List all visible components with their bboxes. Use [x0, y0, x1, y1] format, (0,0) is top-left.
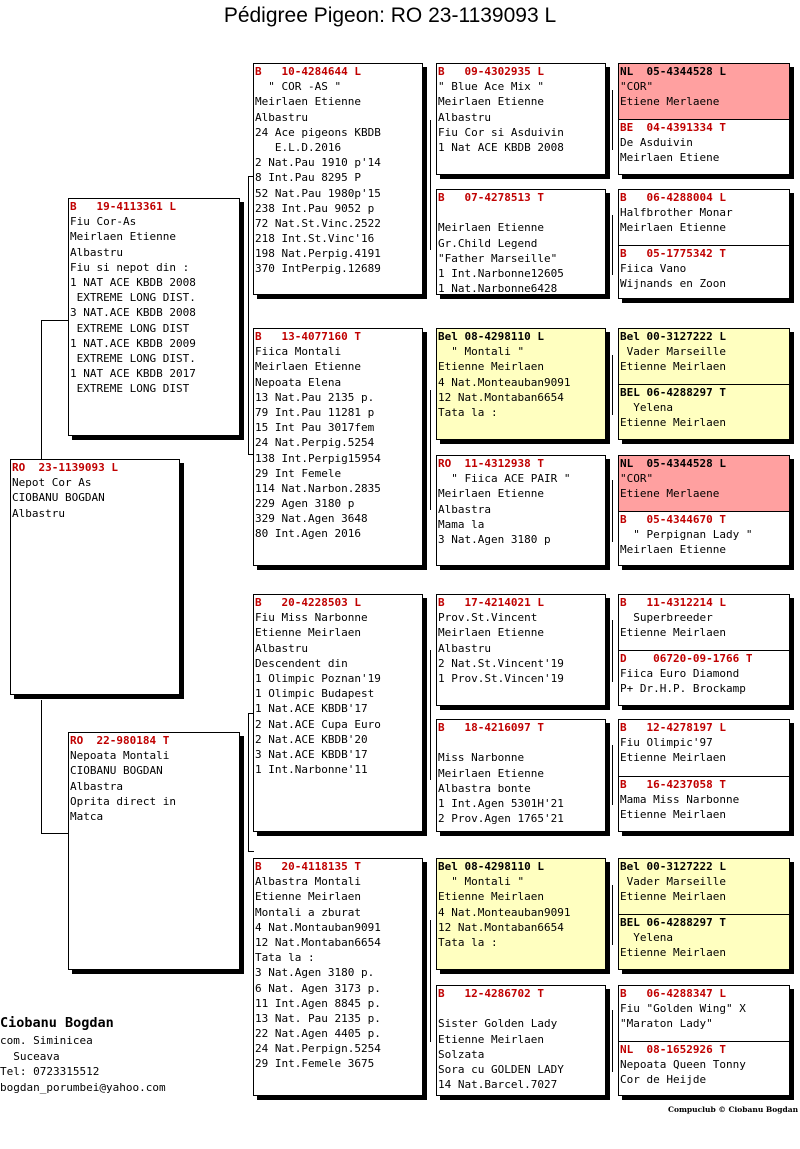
text-line: Etienne Meirlaen [620, 416, 726, 430]
text-line: Etienne Meirlaen [255, 890, 361, 904]
text-line: EXTREME LONG DIST [70, 382, 190, 396]
pedigree-box-g5-upper [619, 986, 789, 1041]
text-line: Fiu Cor-As [70, 215, 137, 229]
text-line: Yelena [620, 931, 673, 945]
text-line: 1 Nat.ACE KBDB'17 [255, 702, 368, 716]
connector-line [248, 713, 249, 851]
pedigree-box-dsd [436, 719, 606, 832]
text-line: Halfbrother Monar [620, 206, 733, 220]
text-line: Etienne Meirlaen [255, 626, 361, 640]
text-line: 2 Prov.Agen 1765'21 [438, 812, 564, 826]
text-line: 4 Nat.Monteauban9091 [438, 905, 571, 919]
owner-phone: Tel: 0723315512 [0, 1065, 100, 1078]
text-line: Matca [70, 809, 104, 823]
text-line: CIOBANU BOGDAN [12, 491, 105, 505]
text-line: Albastru [255, 110, 308, 124]
text-line: Meirlaen Etienne [438, 626, 544, 640]
connector-line [612, 620, 613, 682]
pedigree-box-g5-pair [618, 189, 790, 299]
text-line: Sister Golden Lady [438, 1017, 558, 1031]
text-line: 138 Int.Perpig15954 [255, 451, 381, 465]
text-line: Etienne Meirlaen [620, 360, 726, 374]
text-line: 3 Nat.Agen 3180 p [438, 532, 551, 546]
pedigree-box-g5-upper [619, 190, 789, 245]
pedigree-box-dam [68, 732, 240, 970]
text-line: Nepot Cor As [12, 476, 92, 490]
text-line: 2 Nat.ACE KBDB'20 [255, 732, 368, 746]
text-line: Nepoata Queen Tonny [620, 1058, 746, 1072]
text-line: 1 Olimpic Poznan'19 [255, 671, 381, 685]
pedigree-box-sds [436, 328, 606, 440]
text-line: 72 Nat.St.Vinc.2522 [255, 216, 381, 230]
text-line: Etienne Meirlaen [620, 808, 726, 822]
pedigree-box-g5-upper [619, 64, 789, 119]
text-line: 6 Nat. Agen 3173 p. [255, 981, 381, 995]
pedigree-box-g5-lower [619, 1041, 789, 1096]
text-line: Mama Miss Narbonne [620, 793, 740, 807]
pedigree-box-g5-lower [619, 914, 789, 970]
footer-credit: Compuclub © Ciobanu Bogdan [668, 1105, 799, 1114]
connector-line [430, 120, 431, 250]
pedigree-box-sire [68, 198, 240, 436]
ring-number: B 13-4077160 T [255, 330, 361, 343]
ring-number: Bel 00-3127222 L [620, 330, 726, 343]
text-line: Etienne Meirlaen [620, 751, 726, 765]
text-line: Gr.Child Legend [438, 236, 538, 250]
ring-number: B 06-4288004 L [620, 191, 726, 204]
ring-number: B 18-4216097 T [438, 721, 544, 734]
text-line: " Blue Ace Mix " [438, 80, 544, 94]
ring-number: NL 05-4344528 L [620, 457, 726, 470]
text-line: Montali a zburat [255, 905, 361, 919]
text-line: 1 Nat ACE KBDB 2008 [438, 140, 564, 154]
text-line: Meirlaen Etienne [438, 221, 544, 235]
text-line [437, 735, 605, 750]
text-line: EXTREME LONG DIST. [70, 351, 196, 365]
pedigree-box-g5-pair [618, 328, 790, 440]
text-line: Mama la [438, 517, 485, 531]
pedigree-box-g5-pair [618, 455, 790, 566]
pedigree-box-ssd [436, 189, 606, 295]
text-line: 1 NAT ACE KBDB 2017 [70, 367, 196, 381]
text-line: 1 Int.Narbonne'11 [255, 763, 368, 777]
text-line: 12 Nat.Montaban6654 [255, 935, 381, 949]
text-line: Etienne Meirlaen [438, 1032, 544, 1046]
text-line: Etienne Meirlaen [620, 946, 726, 960]
connector-line [430, 920, 431, 1042]
text-line: 12 Nat.Montaban6654 [438, 920, 564, 934]
pedigree-box-g5-lower [619, 119, 789, 175]
ring-number: B 20-4228503 L [255, 596, 361, 609]
pedigree-box-g5-lower [619, 245, 789, 299]
text-line: 1 Olimpic Budapest [255, 687, 375, 701]
pedigree-box-g5-upper [619, 859, 789, 914]
text-line: 238 Int.Pau 9052 p [255, 201, 375, 215]
text-line: Fiica Montali [255, 345, 342, 359]
text-line: Nepoata Montali [70, 749, 170, 763]
text-line: 1 NAT ACE KBDB 2008 [70, 275, 196, 289]
text-line: De Asduivin [620, 136, 693, 150]
ring-number: B 12-4278197 L [620, 721, 726, 734]
text-line: 2 Nat.Pau 1910 p'14 [255, 156, 381, 170]
text-line: 13 Nat. Pau 2135 p. [255, 1011, 381, 1025]
pedigree-box-dd [253, 858, 423, 1096]
text-line: 229 Agen 3180 p [255, 497, 355, 511]
text-line: 3 NAT.ACE KBDB 2008 [70, 306, 196, 320]
pedigree-box-g5-upper [619, 329, 789, 384]
text-line: 24 Ace pigeons KBDB [255, 125, 381, 139]
owner-address-line: Suceava [0, 1049, 60, 1063]
text-line: Fiica Vano [620, 262, 687, 276]
connector-line [41, 320, 42, 460]
ring-number: B 19-4113361 L [70, 200, 176, 213]
ring-number: Bel 08-4298110 L [438, 330, 544, 343]
ring-number: B 06-4288347 L [620, 987, 726, 1000]
text-line: 370 IntPerpig.12689 [255, 262, 381, 276]
text-line: Meirlaen Etienne [438, 487, 544, 501]
pedigree-box-g5-pair [618, 594, 790, 706]
ring-number: B 12-4286702 T [438, 987, 544, 1000]
text-line: EXTREME LONG DIST. [70, 291, 196, 305]
ring-number: B 09-4302935 L [438, 65, 544, 78]
pedigree-box-subject [10, 459, 180, 695]
text-line: Meirlaen Etiene [620, 151, 720, 165]
text-line: Tata la : [255, 951, 315, 965]
pedigree-box-dss [436, 594, 606, 706]
text-line: 11 Int.Agen 8845 p. [255, 996, 381, 1010]
text-line: 198 Nat.Perpig.4191 [255, 247, 381, 261]
pedigree-box-g5-upper [619, 595, 789, 650]
pedigree-box-sss [436, 63, 606, 175]
text-line: Etienne Meirlaen [438, 890, 544, 904]
pedigree-box-ddd [436, 985, 606, 1096]
text-line: Etiene Merlaene [620, 487, 720, 501]
text-line: EXTREME LONG DIST [70, 321, 190, 335]
text-line: 4 Nat.Monteauban9091 [438, 375, 571, 389]
text-line: 1 Nat.Narbonne6428 [438, 282, 558, 295]
pedigree-box-g5-upper [619, 720, 789, 776]
pedigree-box-g5-lower [619, 650, 789, 706]
owner-address-line: com. Siminicea [0, 1034, 93, 1047]
text-line: 22 Nat.Agen 4405 p. [255, 1027, 381, 1041]
text-line: "Father Marseille" [438, 251, 558, 265]
text-line: Wijnands en Zoon [620, 277, 726, 291]
ring-number: Bel 00-3127222 L [620, 860, 726, 873]
text-line: Etienne Meirlaen [620, 890, 726, 904]
text-line: Albastru [70, 245, 123, 259]
pedigree-box-g5-lower [619, 511, 789, 566]
text-line: Meirlaen Etienne [70, 230, 176, 244]
text-line: Miss Narbonne [438, 751, 525, 765]
ring-number: BEL 06-4288297 T [620, 386, 726, 399]
text-line: Etienne Meirlaen [438, 360, 544, 374]
text-line: 329 Nat.Agen 3648 [255, 512, 368, 526]
pedigree-box-g5-upper [619, 456, 789, 511]
text-line: Meirlaen Etienne [620, 543, 726, 557]
text-line: Solzata [438, 1047, 485, 1061]
pedigree-box-ss [253, 63, 423, 295]
text-line: Fiu Cor si Asduivin [438, 125, 564, 139]
pedigree-box-ds [253, 594, 423, 832]
text-line: " Fiica ACE PAIR " [438, 472, 571, 486]
ring-number: NL 08-1652926 T [620, 1043, 726, 1056]
pedigree-box-sdd [436, 455, 606, 566]
text-line: Albastra Montali [255, 875, 361, 889]
text-line: " Montali " [438, 875, 525, 889]
connector-line [612, 745, 613, 805]
text-line: Albastru [12, 506, 65, 520]
text-line: Vader Marseille [620, 875, 726, 889]
text-line: P+ Dr.H.P. Brockamp [620, 682, 746, 696]
ring-number: B 10-4284644 L [255, 65, 361, 78]
text-line: "COR" [620, 472, 654, 486]
text-line: 3 Nat.Agen 3180 p. [255, 966, 375, 980]
text-line: Etiene Merlaene [620, 95, 720, 109]
text-line: Descendent din [255, 656, 348, 670]
text-line: Etienne Meirlaen [620, 626, 726, 640]
text-line: Prov.St.Vincent [438, 611, 538, 625]
text-line: 80 Int.Agen 2016 [255, 527, 361, 541]
ring-number: B 20-4118135 T [255, 860, 361, 873]
ring-number: RO 23-1139093 L [12, 461, 118, 474]
connector-line [430, 650, 431, 780]
connector-line [612, 90, 613, 150]
text-line: CIOBANU BOGDAN [70, 764, 163, 778]
ring-number: D 06720-09-1766 T [620, 652, 753, 665]
text-line: Meirlaen Etienne [255, 95, 361, 109]
text-line: Meirlaen Etienne [255, 360, 361, 374]
text-line: 24 Nat.Perpig.5254 [255, 436, 375, 450]
text-line: " COR -AS " [255, 80, 342, 94]
text-line: Albastru [255, 641, 308, 655]
ring-number: B 17-4214021 L [438, 596, 544, 609]
ring-number: RO 22-980184 T [70, 734, 170, 747]
text-line: 1 Int.Agen 5301H'21 [438, 796, 564, 810]
text-line: Tata la : [438, 935, 498, 949]
text-line: 2 Nat.ACE Cupa Euro [255, 717, 381, 731]
pedigree-box-g5-pair [618, 63, 790, 175]
owner-name: Ciobanu Bogdan [0, 1015, 114, 1031]
text-line: Tata la : [438, 405, 498, 419]
text-line: Nepoata Elena [255, 375, 342, 389]
ring-number: B 16-4237058 T [620, 778, 726, 791]
ring-number: NL 05-4344528 L [620, 65, 726, 78]
text-line: Yelena [620, 401, 673, 415]
text-line: " Montali " [438, 345, 525, 359]
pedigree-box-sd [253, 328, 423, 566]
text-line: 4 Nat.Montauban9091 [255, 920, 381, 934]
pedigree-box-g5-lower [619, 384, 789, 440]
text-line: Albastra [438, 502, 491, 516]
text-line: 29 Int.Femele 3675 [255, 1057, 375, 1071]
connector-line [41, 700, 42, 833]
text-line: Albastra bonte [438, 781, 531, 795]
owner-email: bogdan_porumbei@yahoo.com [0, 1080, 166, 1094]
page-title: Pédigree Pigeon: RO 23-1139093 L [223, 4, 557, 27]
text-line: E.L.D.2016 [255, 140, 342, 154]
text-line: Albastra [70, 779, 123, 793]
text-line: 29 Int Femele [255, 466, 342, 480]
text-line: Fiica Euro Diamond [620, 667, 740, 681]
text-line: "Maraton Lady" [620, 1017, 713, 1031]
pedigree-box-dds [436, 858, 606, 970]
pedigree-box-g5-pair [618, 719, 790, 832]
pedigree-box-g5-lower [619, 776, 789, 832]
connector-line [612, 1010, 613, 1072]
text-line [437, 1001, 605, 1016]
text-line: 218 Int.St.Vinc'16 [255, 232, 375, 246]
text-line: Fiu si nepot din : [70, 260, 190, 274]
text-line: Meirlaen Etienne [438, 766, 544, 780]
ring-number: B 07-4278513 T [438, 191, 544, 204]
ring-number: Bel 08-4298110 L [438, 860, 544, 873]
text-line: 15 Int Pau 3017fem [255, 421, 375, 435]
text-line: 1 NAT.ACE KBDB 2009 [70, 336, 196, 350]
text-line: Meirlaen Etienne [438, 95, 544, 109]
connector-line [430, 390, 431, 510]
text-line: Oprita direct in [70, 794, 176, 808]
text-line: Superbreeder [620, 611, 713, 625]
text-line: 3 Nat.ACE KBDB'17 [255, 747, 368, 761]
text-line: 12 Nat.Montaban6654 [438, 390, 564, 404]
ring-number: RO 11-4312938 T [438, 457, 544, 470]
ring-number: B 05-4344670 T [620, 513, 726, 526]
text-line: Fiu Olimpic'97 [620, 736, 713, 750]
connector-line [612, 480, 613, 542]
ring-number: BE 04-4391334 T [620, 121, 726, 134]
text-line: 8 Int.Pau 8295 P [255, 171, 361, 185]
ring-number: B 11-4312214 L [620, 596, 726, 609]
text-line: 79 Int.Pau 11281 p [255, 405, 375, 419]
ring-number: BEL 06-4288297 T [620, 916, 726, 929]
text-line: 24 Nat.Perpign.5254 [255, 1042, 381, 1056]
text-line: 1 Prov.St.Vincen'19 [438, 671, 564, 685]
text-line: Fiu Miss Narbonne [255, 611, 368, 625]
text-line: Cor de Heijde [620, 1073, 707, 1087]
connector-line [41, 833, 69, 834]
connector-line [41, 320, 69, 321]
text-line: 2 Nat.St.Vincent'19 [438, 656, 564, 670]
connector-line [612, 355, 613, 415]
text-line [437, 205, 605, 220]
owner-info [0, 1013, 240, 1095]
connector-line [612, 885, 613, 945]
text-line: Albastru [438, 641, 491, 655]
text-line: Albastru [438, 110, 491, 124]
connector-line [612, 215, 613, 275]
connector-line [248, 851, 254, 852]
pedigree-box-g5-pair [618, 985, 790, 1096]
text-line: 114 Nat.Narbon.2835 [255, 481, 381, 495]
text-line: "COR" [620, 80, 654, 94]
text-line: Fiu "Golden Wing" X [620, 1002, 746, 1016]
connector-line [248, 176, 249, 454]
pedigree-box-g5-pair [618, 858, 790, 970]
text-line: 52 Nat.Pau 1980p'15 [255, 186, 381, 200]
text-line: Meirlaen Etienne [620, 221, 726, 235]
text-line: Sora cu GOLDEN LADY [438, 1062, 564, 1076]
text-line: " Perpignan Lady " [620, 528, 753, 542]
ring-number: B 05-1775342 T [620, 247, 726, 260]
text-line: 1 Int.Narbonne12605 [438, 266, 564, 280]
text-line: 13 Nat.Pau 2135 p. [255, 390, 375, 404]
text-line: Vader Marseille [620, 345, 726, 359]
text-line: 14 Nat.Barcel.7027 [438, 1078, 558, 1092]
